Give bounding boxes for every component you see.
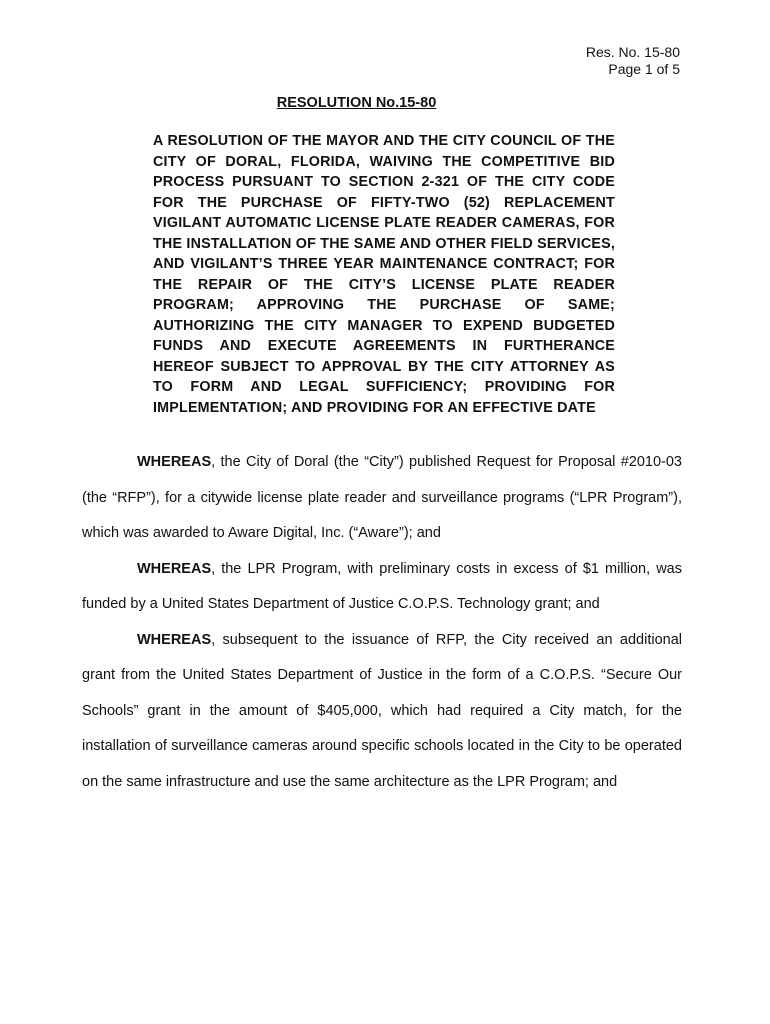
resolution-number: Res. No. 15-80 — [585, 44, 680, 60]
whereas-lead: WHEREAS — [137, 454, 212, 470]
header-reference — [586, 44, 680, 78]
whereas-clause-1 — [82, 445, 682, 552]
page-number: Page 1 of 5 — [608, 61, 680, 77]
whereas-lead: WHEREAS — [137, 631, 212, 648]
whereas-clause-3 — [82, 623, 682, 801]
whereas-text: , subsequent to the issuance of RFP, the City received an additional grant from the United States Department of Justice in the form of a C.O.P.S. “Secure Our Schools” grant in the amount of $405,000, which had required a City match, for the installation of surveillance cameras around specific schools located in the City to be operated on the same infrastructure and use the same architecture as the LPR Program; and — [82, 631, 682, 790]
whereas-clause-2 — [82, 552, 682, 623]
whereas-text: , the LPR Program, with preliminary costs in excess of $1 million, was funded by a United States Department of Justice C.O.P.S. Technology grant; and — [82, 560, 682, 612]
resolution-body — [82, 445, 682, 800]
whereas-text: , the City of Doral (the “City”) published Request for Proposal #2010-03 (the “RFP”), for a citywide license plate reader and surveillance programs (“LPR Program”), which was awarded to Aware Digital, Inc. (“Aware”); and — [82, 454, 682, 541]
whereas-lead: WHEREAS — [137, 560, 212, 577]
resolution-caption: A RESOLUTION OF THE MAYOR AND THE CITY COUNCIL OF THE CITY OF DORAL, FLORIDA, WAIVING THE COMPETITIVE BID PROCESS PURSUANT TO SECTION 2-321 OF THE CITY CODE FOR THE PURCHASE OF FIFTY-TWO (52) REPLACEMENT VIGILANT AUTOMATIC LICENSE PLATE READER CAMERAS, FOR THE INSTALLATION OF THE SAME AND OTHER FIELD SERVICES, AND VIGILANT’S THREE YEAR MAINTENANCE CONTRACT; FOR THE REPAIR OF THE CITY’S LICENSE PLATE READER PROGRAM; APPROVING THE PURCHASE OF SAME; AUTHORIZING THE CITY MANAGER TO EXPEND BUDGETED FUNDS AND EXECUTE AGREEMENTS IN FURTHERANCE HEREOF SUBJECT TO APPROVAL BY THE CITY ATTORNEY AS TO FORM AND LEGAL SUFFICIENCY; PROVIDING FOR IMPLEMENTATION; AND PROVIDING FOR AN EFFECTIVE DATE — [153, 133, 615, 416]
resolution-title: RESOLUTION No.15-80 — [276, 95, 437, 111]
